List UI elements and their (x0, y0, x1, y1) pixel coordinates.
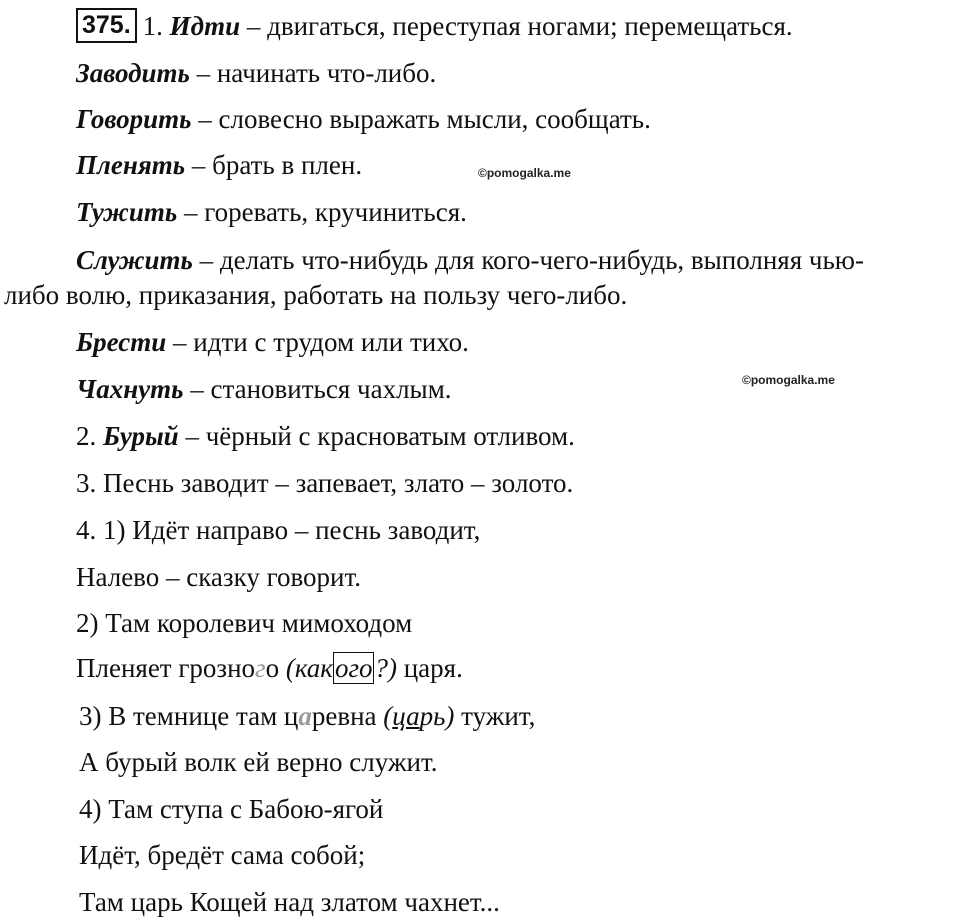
entry-6-continuation: либо волю, приказания, работать на пользу чего-либо. (4, 280, 628, 310)
poem-line-5-rest: ревна (311, 701, 377, 731)
poem-line-1: 4. 1) Идёт направо – песнь заводит, (76, 515, 481, 545)
entry-4-term: Пленять (76, 150, 186, 180)
entry-4-definition: – брать в плен. (191, 150, 363, 180)
poem-line-9: Там царь Кощей над златом чахнет... (79, 887, 500, 917)
poem-line-8: Идёт, бредёт сама собой; (79, 840, 366, 870)
ending-box: ого (334, 653, 373, 683)
entry-1-definition: – двигаться, переступая ногами; перемещаться. (246, 11, 793, 41)
entry-1-term: Идти (169, 11, 241, 41)
entry-6-line (76, 247, 864, 274)
item-3-line: 3. Песнь заводит – запевает, злато – золото. (76, 468, 574, 498)
entry-4-line (76, 152, 362, 179)
entry-5-term: Тужить (76, 197, 178, 227)
poem-line-5-start: 3) В темнице там ц (79, 701, 299, 731)
poem-line-4 (76, 655, 463, 682)
entry-7-term: Брести (76, 327, 167, 357)
entry-1-prefix: 1. (142, 11, 163, 41)
entry-5-line (76, 199, 467, 226)
entry-2-definition: – начинать что-либо. (196, 58, 437, 88)
poem-line-4-hint: (какого?) (285, 653, 397, 683)
poem-line-2: Налево – сказку говорит. (76, 562, 362, 592)
poem-line-6: А бурый волк ей верно служит. (79, 747, 438, 777)
poem-line-3: 2) Там королевич мимоходом (76, 608, 413, 638)
poem-line-4-end: царя. (403, 653, 463, 683)
entry-3-line (76, 106, 651, 133)
entry-3-term: Говорить (76, 104, 192, 134)
entry-6-definition: – делать что-нибудь для кого-чего-нибудь, выполняя чью- (199, 245, 864, 275)
entry-1-line (76, 8, 793, 43)
entry-8-definition: – становиться чахлым. (190, 374, 452, 404)
poem-line-4-gray-letter: г (255, 653, 266, 683)
entry-8-term: Чахнуть (76, 374, 184, 404)
poem-line-5-hint: (царь) (383, 701, 455, 731)
poem-line-7: 4) Там ступа с Бабою-ягой (79, 794, 384, 824)
entry-8-line (76, 376, 452, 403)
entry-7-definition: – идти с трудом или тихо. (173, 327, 469, 357)
poem-line-5 (79, 703, 535, 730)
poem-line-4-start: Пленяет грозно (76, 653, 256, 683)
poem-line-5-gray-letter: а (298, 701, 312, 731)
entry-9-line (76, 423, 575, 450)
entry-7-line (76, 329, 469, 356)
entry-9-term: Бурый (103, 421, 179, 451)
entry-6-term: Служить (76, 245, 193, 275)
poem-line-5-hint-underlined: ца (392, 701, 420, 731)
entry-5-definition: – горевать, кручиниться. (183, 197, 467, 227)
watermark-2: ©pomogalka.me (742, 373, 835, 387)
entry-2-term: Заводить (76, 58, 190, 88)
entry-9-definition: – чёрный с красноватым отливом. (185, 421, 575, 451)
poem-line-5-end: тужит, (461, 701, 536, 731)
entry-9-prefix: 2. (76, 421, 97, 451)
watermark-1: ©pomogalka.me (478, 166, 571, 180)
entry-2-line (76, 60, 436, 87)
entry-3-definition: – словесно выражать мысли, сообщать. (198, 104, 651, 134)
poem-line-4-letter: о (265, 653, 280, 683)
exercise-number: 375. (76, 8, 137, 43)
